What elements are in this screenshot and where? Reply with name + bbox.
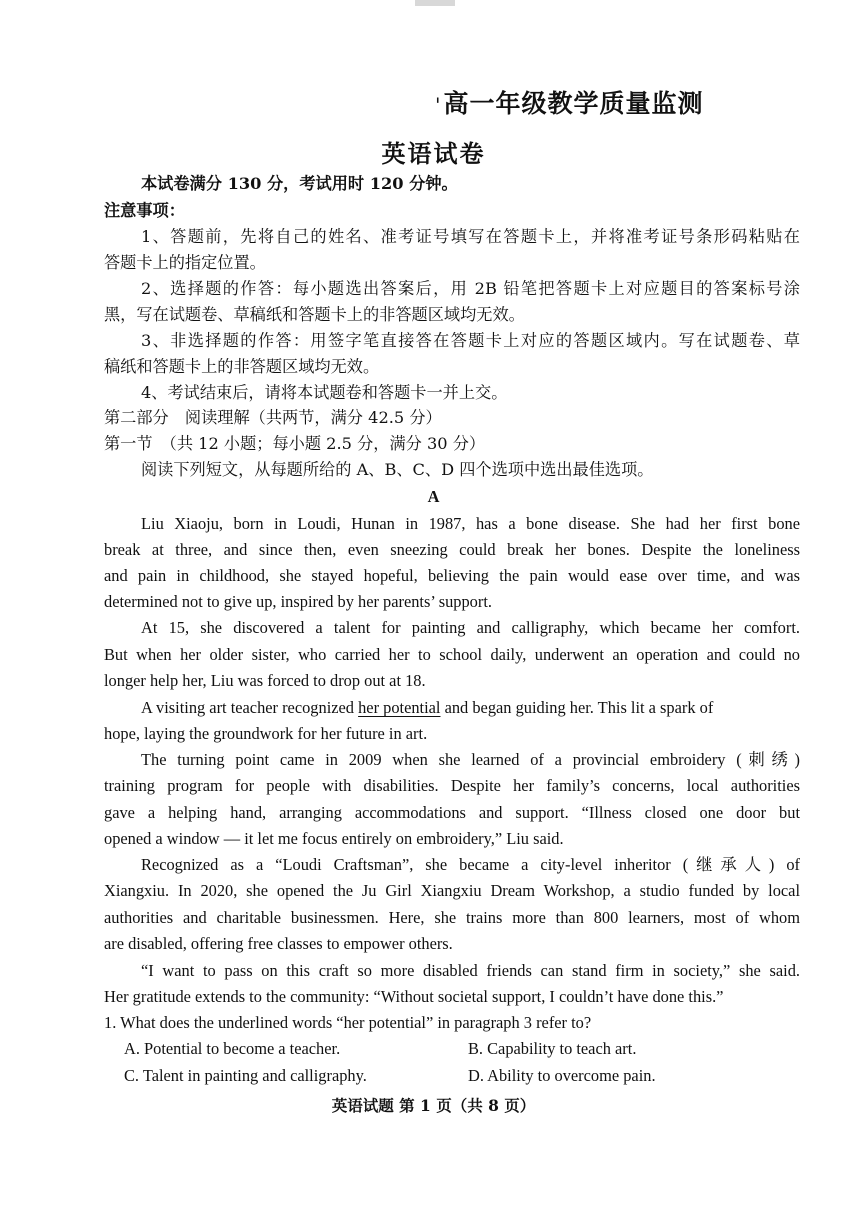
page-footer: 英语试题 第 1 页（共 8 页） <box>331 1096 536 1115</box>
passage-line: Her gratitude extends to the community: “Without societal support, I couldn’t have done this.” <box>104 987 724 1006</box>
print-mark: ' <box>435 93 442 117</box>
passage-text: A visiting art teacher recognized <box>141 698 359 717</box>
instruction-line: 3、非选择题的作答：用签字笔直接答在答题卡上对应的答题区域内。写在试题卷、草 <box>141 331 800 350</box>
instruction-line: 答题卡上的指定位置。 <box>104 253 266 272</box>
passage-line: At 15, she discovered a talent for painting and calligraphy, which became her comfort. <box>141 618 800 637</box>
subject-title: 英语试卷 <box>381 139 486 168</box>
scan-mark <box>415 0 455 6</box>
option-c: C. Talent in painting and calligraphy. <box>124 1066 367 1085</box>
instruction-line: 4、考试结束后，请将本试题卷和答题卡一并上交。 <box>141 383 508 402</box>
option-b: B. Capability to teach art. <box>468 1039 637 1058</box>
passage-line: Liu Xiaoju, born in Loudi, Hunan in 1987, has a bone disease. She had her first bone <box>141 514 800 533</box>
underlined-phrase: her potential <box>358 698 441 717</box>
passage-line: authorities and charitable businessmen. Here, she trains more than 800 learners, most of whom <box>104 908 800 927</box>
passage-line: opened a window — it let me focus entirely on embroidery,” Liu said. <box>104 829 564 848</box>
instruction-line: 黑，写在试题卷、草稿纸和答题卡上的非答题区域均无效。 <box>104 305 525 324</box>
score-note: 本试卷满分 130 分，考试用时 120 分钟。 <box>141 174 458 193</box>
passage-line: Recognized as a “Loudi Craftsman”, she became a city-level inheritor (继承人) of <box>141 855 800 874</box>
part-heading: 第二部分 阅读理解（共两节，满分 42.5 分） <box>104 408 442 427</box>
passage-line: training program for people with disabilities. Despite her family’s concerns, local authorities <box>104 776 800 795</box>
passage-line: are disabled, offering free classes to empower others. <box>104 934 453 953</box>
section-heading: 第一节 （共 12 小题；每小题 2.5 分，满分 30 分） <box>104 434 486 453</box>
passage-line <box>141 695 800 721</box>
passage-line: longer help her, Liu was forced to drop out at 18. <box>104 671 426 690</box>
instruction-line: 稿纸和答题卡上的非答题区域均无效。 <box>104 357 380 376</box>
passage-line: gave a helping hand, arranging accommodations and support. “Illness closed one door but <box>104 803 800 822</box>
exam-title-text: 高一年级教学质量监测 <box>443 89 704 118</box>
exam-title <box>435 84 704 120</box>
passage-line: break at three, and since then, even sneezing could break her bones. Despite the loneliness <box>104 540 800 559</box>
option-d: D. Ability to overcome pain. <box>468 1066 656 1085</box>
passage-text: and began guiding her. This lit a spark of <box>440 698 714 717</box>
instruction-line: 2、选择题的作答：每小题选出答案后，用 2B 铅笔把答题卡上对应题目的答案标号涂 <box>141 279 800 298</box>
passage-line: Xiangxiu. In 2020, she opened the Ju Girl Xiangxiu Dream Workshop, a studio funded by local <box>104 881 800 900</box>
reading-direction: 阅读下列短文，从每题所给的 A、B、C、D 四个选项中选出最佳选项。 <box>141 460 654 479</box>
option-a: A. Potential to become a teacher. <box>124 1039 341 1058</box>
passage-line: But when her older sister, who carried her to school daily, underwent an operation and could no <box>104 645 800 664</box>
passage-line: and pain in childhood, she stayed hopeful, believing the pain would ease over time, and was <box>104 566 800 585</box>
question-stem: 1. What does the underlined words “her potential” in paragraph 3 refer to? <box>104 1013 592 1032</box>
instruction-line: 1、答题前，先将自己的姓名、准考证号填写在答题卡上，并将准考证号条形码粘贴在 <box>141 227 800 246</box>
passage-line: “I want to pass on this craft so more disabled friends can stand firm in society,” she said. <box>141 961 800 980</box>
passage-label: A <box>427 487 440 506</box>
passage-line: hope, laying the groundwork for her future in art. <box>104 724 428 743</box>
passage-line: The turning point came in 2009 when she learned of a provincial embroidery (刺绣) <box>141 750 800 769</box>
instructions-heading: 注意事项： <box>104 201 185 220</box>
passage-line: determined not to give up, inspired by her parents’ support. <box>104 592 492 611</box>
